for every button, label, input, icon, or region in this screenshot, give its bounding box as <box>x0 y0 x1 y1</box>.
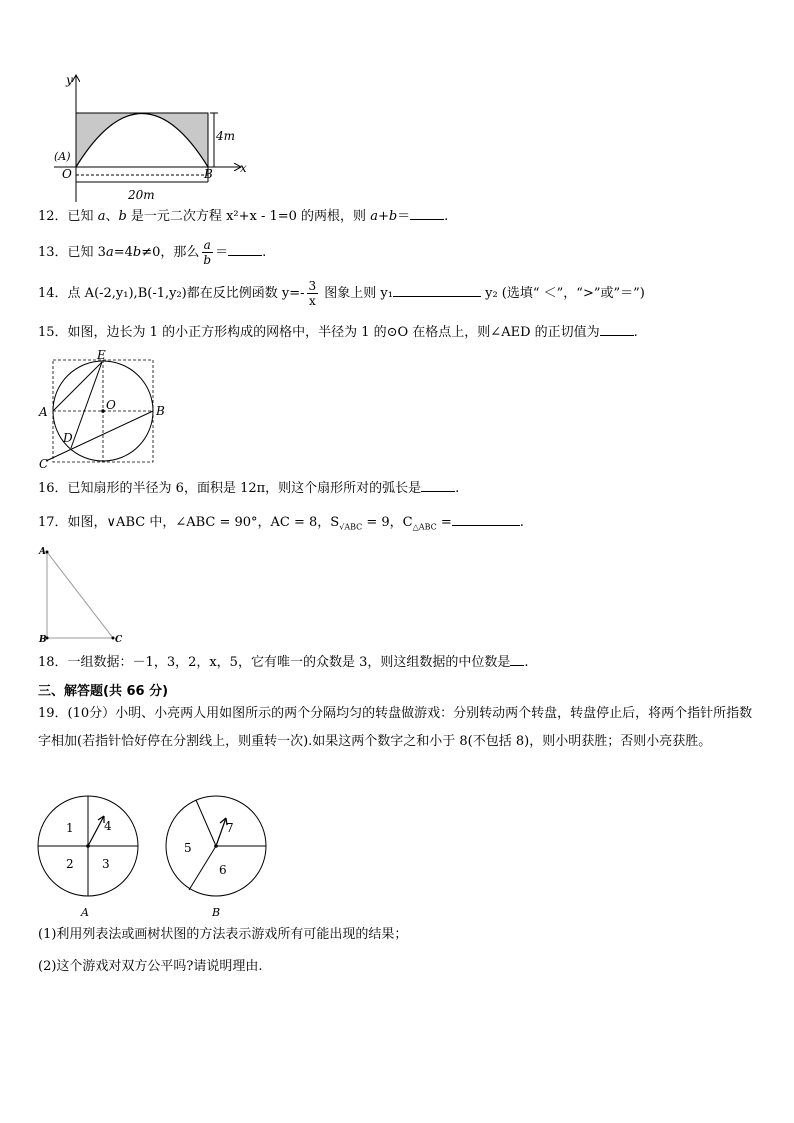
question-19-part-2: (2)这个游戏对双方公平吗?请说明理由. <box>38 959 263 974</box>
fig1-label-width: 20m <box>128 188 155 202</box>
parabola-figure <box>36 72 256 207</box>
answer-blank <box>228 243 262 256</box>
question-19-part-1: (1)利用列表法或画树状图的方法表示游戏所有可能出现的结果； <box>38 927 408 942</box>
fig1-label-B: B <box>204 167 213 181</box>
answer-blank <box>410 207 444 220</box>
question-19: 19．(10分）小明、小亮两人用如图所示的两个分隔均匀的转盘做游戏：分别转动两个转盘，转盘停止后，将两个指针所指数字相加(若指针恰好停在分割线上，则重转一次).如果这两个数字之和小于 8(不包括 8)，则小明获胜；否则小亮获胜。 <box>38 706 753 749</box>
fig1-label-A: (A) <box>54 150 71 163</box>
answer-blank <box>393 284 481 297</box>
spinner-a-label: A <box>81 906 89 919</box>
fraction-3-over-x: $\frac{3}{x}$ <box>308 279 317 308</box>
question-13: 13．已知 3a=4b≠0，那么 $\frac{a}{b}$ ＝ . <box>38 238 267 267</box>
answer-blank <box>421 479 455 492</box>
spinner-a-num-4: 4 <box>104 819 112 833</box>
fig1-label-y: y <box>66 73 73 87</box>
fig2-label-B: B <box>156 404 165 418</box>
spinner-b-num-7: 7 <box>226 821 234 835</box>
question-14: 14．点 A(-2,y₁),B(-1,y₂)都在反比例函数 y=- $\frac{3}{x}$ 图象上则 y₁ y₂ (选填“ ＜”，“>”或”＝”) <box>38 279 645 308</box>
spinner-a-num-3: 3 <box>102 857 110 871</box>
section-heading: 三、解答题(共 66 分) <box>38 684 169 699</box>
answer-blank <box>600 323 634 336</box>
question-18: 18．一组数据：－1，3，2，x，5，它有唯一的众数是 3，则这组数据的中位数是 . <box>38 655 529 670</box>
question-16: 16．已知扇形的半径为 6，面积是 12π，则这个扇形所对的弧长是 . <box>38 481 460 496</box>
triangle-figure <box>36 542 136 646</box>
fig1-label-height: 4m <box>216 129 236 143</box>
fig2-label-O: O <box>106 398 116 412</box>
fig3-label-B: B <box>39 635 47 645</box>
spinner-b-label: B <box>212 906 221 919</box>
fig2-label-C: C <box>39 457 49 470</box>
circle-grid-figure <box>36 348 176 470</box>
fig3-label-C: C <box>115 635 123 645</box>
spinner-b <box>162 790 272 920</box>
question-17: 17．如图，∨ABC 中，∠ABC = 90°，AC = 8，$S_{√ABC} = 9$，$C_{\triangle ABC}$ = . <box>38 515 524 532</box>
fig1-label-O: O <box>62 167 72 181</box>
spinner-a-num-2: 2 <box>66 857 74 871</box>
answer-blank <box>452 513 520 526</box>
fig2-label-A: A <box>39 405 48 419</box>
fig2-label-E: E <box>97 348 106 362</box>
spinner-b-num-5: 5 <box>184 841 192 855</box>
fig3-label-A: A <box>39 547 46 557</box>
fig1-label-x: x <box>240 161 247 175</box>
fig2-label-D: D <box>63 431 73 445</box>
fraction-a-over-b: $\frac{a}{b}$ <box>203 238 212 267</box>
spinner-a <box>36 790 146 920</box>
question-12: 12．已知 a、b 是一元二次方程 x²+x - 1=0 的两根，则 a+b＝ . <box>38 209 449 224</box>
question-15: 15．如图，边长为 1 的小正方形构成的网格中，半径为 1 的⊙O 在格点上，则∠AED 的正切值为 . <box>38 325 638 340</box>
spinner-b-num-6: 6 <box>219 863 227 877</box>
answer-blank <box>510 653 524 666</box>
spinner-a-num-1: 1 <box>66 821 74 835</box>
